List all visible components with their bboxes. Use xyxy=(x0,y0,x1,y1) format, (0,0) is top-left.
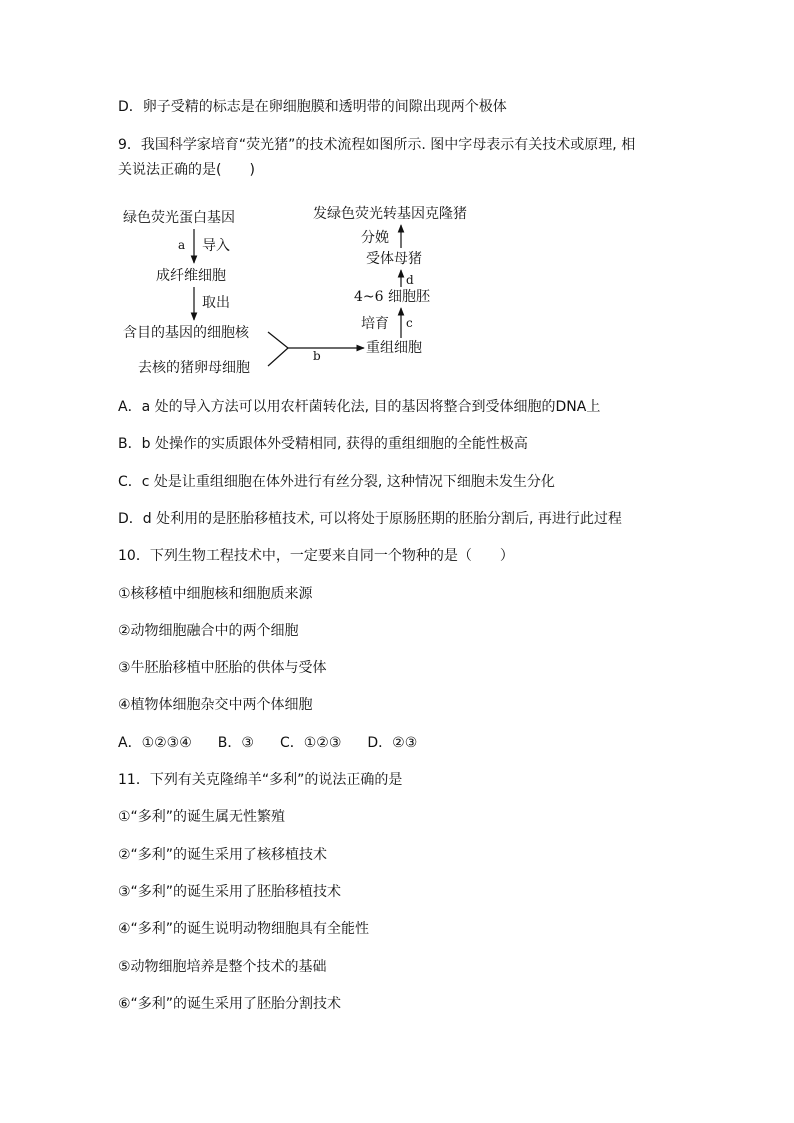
q11-stem: 11．下列有关克隆绵羊“多利”的说法正确的是 xyxy=(118,772,403,788)
q10-options xyxy=(118,733,443,753)
q9-stem-line1: 9．我国科学家培育“荧光猪”的技术流程如图所示. 图中字母表示有关技术或原理, 相 xyxy=(118,137,636,153)
q10-stem: 10．下列生物工程技术中，一定要来自同一个物种的是（ ） xyxy=(118,548,514,564)
extract-label: 取出 xyxy=(202,295,230,311)
q10-option-a: A．①②③④ xyxy=(118,735,192,751)
q10-option-d: D．②③ xyxy=(367,735,418,751)
delivery-label: 分娩 xyxy=(361,230,389,246)
merge-line-bottom xyxy=(268,348,288,366)
arrow-c-letter: c xyxy=(406,316,413,330)
q11-item-4: ④“多利”的诞生说明动物细胞具有全能性 xyxy=(118,921,370,937)
q9-stem-line2: 关说法正确的是( ) xyxy=(118,162,255,178)
q11-item-3: ③“多利”的诞生采用了胚胎移植技术 xyxy=(118,884,342,900)
merge-line-top xyxy=(268,332,288,348)
q9-option-a: A．a 处的导入方法可以用农杆菌转化法, 目的基因将整合到受体细胞的DNA上 xyxy=(118,399,601,415)
nucleus-label: 含目的基因的细胞核 xyxy=(123,325,249,341)
q9-option-c: C．c 处是让重组细胞在体外进行有丝分裂, 这种情况下细胞未发生分化 xyxy=(118,474,555,490)
q10-option-b: B．③ xyxy=(217,735,254,751)
recipient-sow-label: 受体母猪 xyxy=(366,251,422,267)
q10-item-3: ③牛胚胎移植中胚胎的供体与受体 xyxy=(118,660,327,676)
arrow-a-letter: a xyxy=(178,238,186,252)
q10-item-1: ①核移植中细胞核和细胞质来源 xyxy=(118,586,313,602)
q10-item-2: ②动物细胞融合中的两个细胞 xyxy=(118,623,299,639)
q10-item-4: ④植物体细胞杂交中两个体细胞 xyxy=(118,697,313,713)
q11-item-5: ⑤动物细胞培养是整个技术的基础 xyxy=(118,959,327,975)
result-pig-label: 发绿色荧光转基因克隆猪 xyxy=(313,206,467,222)
q11-item-1: ①“多利”的诞生属无性繁殖 xyxy=(118,809,286,825)
oocyte-label: 去核的猪卵母细胞 xyxy=(138,360,250,376)
arrow-c-label: 培育 xyxy=(361,316,389,332)
arrow-d-letter: d xyxy=(406,273,414,287)
embryo-label: 4~6 细胞胚 xyxy=(354,289,430,305)
flow-diagram xyxy=(118,198,467,383)
q8-option-d: D．卵子受精的标志是在卵细胞膜和透明带的间隙出现两个极体 xyxy=(118,99,507,115)
q11-item-6: ⑥“多利”的诞生采用了胚胎分割技术 xyxy=(118,996,342,1012)
arrow-a-label: 导入 xyxy=(202,238,230,254)
gfp-gene-label: 绿色荧光蛋白基因 xyxy=(123,210,235,226)
q9-option-b: B．b 处操作的实质跟体外受精相同, 获得的重组细胞的全能性极高 xyxy=(118,436,528,452)
arrow-b-letter: b xyxy=(313,349,321,363)
q9-option-d: D．d 处利用的是胚胎移植技术, 可以将处于原肠胚期的胚胎分割后, 再进行此过程 xyxy=(118,511,622,527)
q11-item-2: ②“多利”的诞生采用了核移植技术 xyxy=(118,847,328,863)
q10-option-c: C．①②③ xyxy=(279,735,342,751)
recombinant-cell-label: 重组细胞 xyxy=(366,340,422,356)
fibroblast-label: 成纤维细胞 xyxy=(156,268,226,284)
